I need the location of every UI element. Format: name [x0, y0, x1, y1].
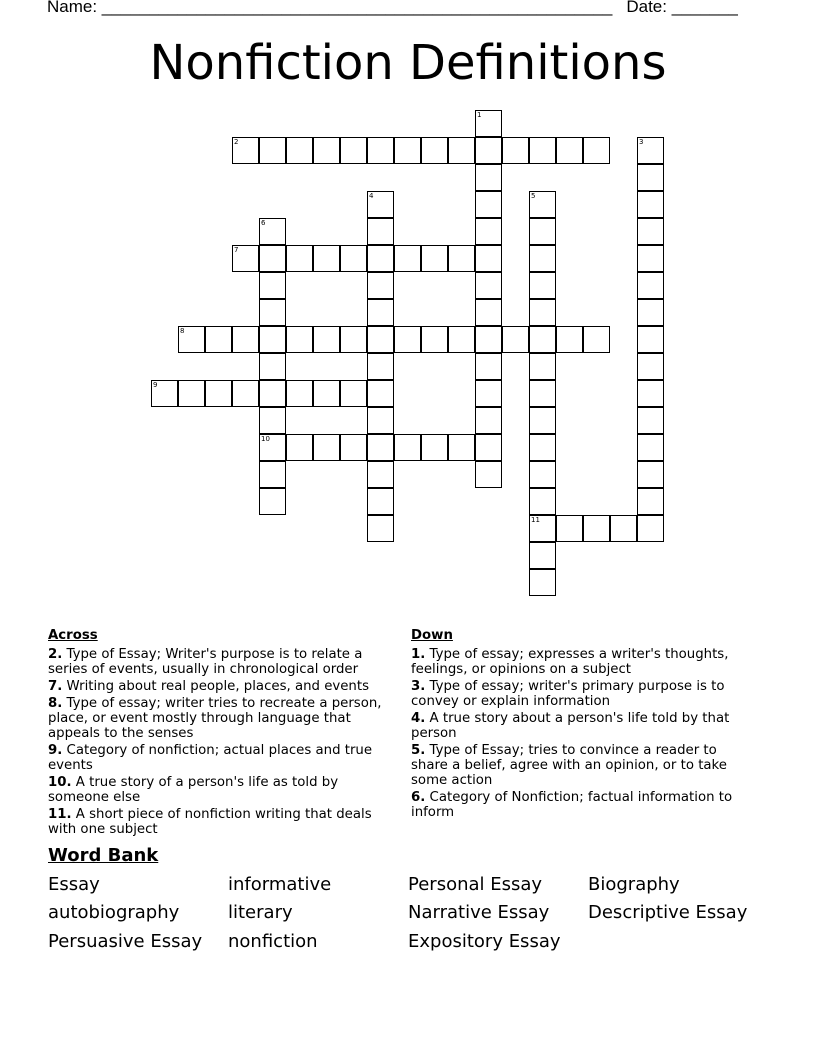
clue-number: 2: [234, 138, 239, 146]
grid-cell[interactable]: [286, 380, 313, 407]
grid-cell[interactable]: [313, 380, 340, 407]
grid-cell[interactable]: [232, 326, 259, 353]
grid-cell[interactable]: [448, 326, 475, 353]
grid-cell[interactable]: [232, 380, 259, 407]
grid-cell[interactable]: [637, 461, 664, 488]
clue-number: 10: [261, 435, 270, 443]
grid-cell[interactable]: [367, 218, 394, 245]
name-field[interactable]: Name: ______________________________________________________: [47, 0, 613, 16]
grid-cell[interactable]: [232, 245, 259, 272]
grid-cell[interactable]: [637, 326, 664, 353]
grid-cell[interactable]: [367, 137, 394, 164]
word-bank-word: Personal Essay: [408, 874, 543, 895]
grid-cell[interactable]: [367, 434, 394, 461]
grid-cell[interactable]: [367, 299, 394, 326]
grid-cell[interactable]: [529, 353, 556, 380]
grid-cell[interactable]: [259, 299, 286, 326]
clue-across: 9. Category of nonfiction; actual places and true events: [48, 743, 373, 773]
grid-cell[interactable]: [367, 191, 394, 218]
grid-cell[interactable]: [259, 488, 286, 515]
grid-cell[interactable]: [448, 245, 475, 272]
clue-down: 3. Type of essay; writer's primary purpose is to convey or explain information: [411, 679, 725, 709]
grid-cell[interactable]: [529, 461, 556, 488]
word-bank-title: Word Bank: [48, 845, 159, 866]
grid-cell[interactable]: [556, 137, 583, 164]
clue-down: 4. A true story about a person's life told by that person: [411, 711, 730, 741]
grid-cell[interactable]: [205, 380, 232, 407]
grid-cell[interactable]: [259, 380, 286, 407]
grid-cell[interactable]: [313, 245, 340, 272]
grid-cell[interactable]: [529, 137, 556, 164]
grid-cell[interactable]: [637, 380, 664, 407]
clue-across: 11. A short piece of nonfiction writing that deals with one subject: [48, 807, 372, 837]
grid-cell[interactable]: [529, 515, 556, 542]
grid-cell[interactable]: [529, 299, 556, 326]
grid-cell[interactable]: [475, 407, 502, 434]
grid-cell[interactable]: [583, 137, 610, 164]
grid-cell[interactable]: [340, 245, 367, 272]
grid-cell[interactable]: [367, 272, 394, 299]
down-heading: Down: [411, 628, 453, 643]
word-bank-word: Narrative Essay: [408, 902, 550, 923]
grid-cell[interactable]: [340, 326, 367, 353]
grid-cell[interactable]: [259, 434, 286, 461]
grid-cell[interactable]: [286, 326, 313, 353]
grid-cell[interactable]: [556, 326, 583, 353]
grid-cell[interactable]: [313, 326, 340, 353]
grid-cell[interactable]: [259, 407, 286, 434]
grid-cell[interactable]: [367, 326, 394, 353]
grid-cell[interactable]: [259, 326, 286, 353]
grid-cell[interactable]: [367, 245, 394, 272]
grid-cell[interactable]: [421, 137, 448, 164]
grid-cell[interactable]: [637, 434, 664, 461]
grid-cell[interactable]: [367, 407, 394, 434]
grid-cell[interactable]: [178, 380, 205, 407]
grid-cell[interactable]: [529, 488, 556, 515]
grid-cell[interactable]: [340, 137, 367, 164]
word-bank-word: Expository Essay: [408, 931, 561, 952]
word-bank-word: Essay: [48, 874, 100, 895]
grid-cell[interactable]: [259, 461, 286, 488]
grid-cell[interactable]: [259, 245, 286, 272]
date-field[interactable]: Date: _______: [626, 0, 738, 16]
grid-cell[interactable]: [259, 272, 286, 299]
grid-cell[interactable]: [367, 488, 394, 515]
grid-cell[interactable]: [637, 515, 664, 542]
grid-cell[interactable]: [394, 245, 421, 272]
grid-cell[interactable]: [637, 299, 664, 326]
clue-number: 4: [369, 192, 374, 200]
grid-cell[interactable]: [556, 515, 583, 542]
grid-cell[interactable]: [367, 461, 394, 488]
grid-cell[interactable]: [259, 137, 286, 164]
grid-cell[interactable]: [475, 110, 502, 137]
grid-cell[interactable]: [637, 272, 664, 299]
clue-down: 6. Category of Nonfiction; factual information to inform: [411, 790, 733, 820]
grid-cell[interactable]: [448, 434, 475, 461]
grid-cell[interactable]: [367, 353, 394, 380]
grid-cell[interactable]: [529, 191, 556, 218]
page-title: Nonfiction Definitions: [149, 35, 667, 91]
clue-across: 2. Type of Essay; Writer's purpose is to relate a series of events, usually in chronological order: [48, 647, 363, 677]
grid-cell[interactable]: [529, 542, 556, 569]
grid-cell[interactable]: [367, 515, 394, 542]
clue-number: 9: [153, 381, 158, 389]
clue-number: 11: [531, 516, 540, 524]
grid-cell[interactable]: [475, 353, 502, 380]
grid-cell[interactable]: [151, 380, 178, 407]
grid-cell[interactable]: [529, 569, 556, 596]
grid-cell[interactable]: [637, 164, 664, 191]
clue-number: 1: [477, 111, 482, 119]
grid-cell[interactable]: [394, 326, 421, 353]
grid-cell[interactable]: [529, 245, 556, 272]
grid-cell[interactable]: [502, 326, 529, 353]
grid-cell[interactable]: [421, 434, 448, 461]
clue-number: 7: [234, 246, 239, 254]
grid-cell[interactable]: [529, 380, 556, 407]
down-clues: [411, 628, 751, 822]
grid-cell[interactable]: [286, 245, 313, 272]
grid-cell[interactable]: [583, 326, 610, 353]
across-clues: [48, 628, 388, 839]
grid-cell[interactable]: [637, 353, 664, 380]
grid-cell[interactable]: [637, 488, 664, 515]
grid-cell[interactable]: [313, 434, 340, 461]
grid-cell[interactable]: [475, 245, 502, 272]
word-bank-word: autobiography: [48, 902, 180, 923]
grid-cell[interactable]: [178, 326, 205, 353]
grid-cell[interactable]: [313, 137, 340, 164]
grid-cell[interactable]: [367, 380, 394, 407]
word-bank-word: literary: [228, 902, 293, 923]
grid-cell[interactable]: [475, 380, 502, 407]
word-bank-word: Biography: [588, 874, 680, 895]
grid-cell[interactable]: [475, 218, 502, 245]
grid-cell[interactable]: [259, 353, 286, 380]
grid-cell[interactable]: [421, 245, 448, 272]
word-bank-word: Persuasive Essay: [48, 931, 203, 952]
grid-cell[interactable]: [475, 299, 502, 326]
word-bank-word: Descriptive Essay: [588, 902, 748, 923]
across-heading: Across: [48, 628, 98, 643]
grid-cell[interactable]: [475, 272, 502, 299]
grid-cell[interactable]: [583, 515, 610, 542]
clue-down: 1. Type of essay; expresses a writer's thoughts, feelings, or opinions on a subject: [411, 647, 729, 677]
grid-cell[interactable]: [286, 137, 313, 164]
grid-cell[interactable]: [232, 137, 259, 164]
grid-cell[interactable]: [475, 191, 502, 218]
word-bank-word: informative: [228, 874, 332, 895]
grid-cell[interactable]: [475, 434, 502, 461]
clue-number: 8: [180, 327, 185, 335]
grid-cell[interactable]: [637, 191, 664, 218]
grid-cell[interactable]: [475, 137, 502, 164]
grid-cell[interactable]: [502, 137, 529, 164]
grid-cell[interactable]: [637, 218, 664, 245]
clue-number: 3: [639, 138, 644, 146]
grid-cell[interactable]: [529, 272, 556, 299]
grid-cell[interactable]: [448, 137, 475, 164]
word-bank-word: nonfiction: [228, 931, 318, 952]
grid-cell[interactable]: [340, 434, 367, 461]
grid-cell[interactable]: [475, 164, 502, 191]
grid-cell[interactable]: [475, 326, 502, 353]
grid-cell[interactable]: [421, 326, 448, 353]
grid-cell[interactable]: [340, 380, 367, 407]
clue-number: 5: [531, 192, 536, 200]
grid-cell[interactable]: [529, 407, 556, 434]
grid-cell[interactable]: [286, 434, 313, 461]
grid-cell[interactable]: [610, 515, 637, 542]
grid-cell[interactable]: [637, 245, 664, 272]
clue-number: 6: [261, 219, 266, 227]
grid-cell[interactable]: [475, 461, 502, 488]
grid-cell[interactable]: [637, 407, 664, 434]
grid-cell[interactable]: [259, 218, 286, 245]
grid-cell[interactable]: [394, 434, 421, 461]
grid-cell[interactable]: [637, 137, 664, 164]
clue-across: 8. Type of essay; writer tries to recreate a person, place, or event mostly through language that appeals to the senses: [48, 696, 382, 741]
clue-across: 10. A true story of a person's life as told by someone else: [48, 775, 339, 805]
grid-cell[interactable]: [529, 326, 556, 353]
clue-across: 7. Writing about real people, places, and events: [48, 679, 369, 694]
grid-cell[interactable]: [394, 137, 421, 164]
grid-cell[interactable]: [529, 218, 556, 245]
grid-cell[interactable]: [205, 326, 232, 353]
clue-down: 5. Type of Essay; tries to convince a reader to share a belief, agree with an opinion, or to take some action: [411, 743, 727, 788]
grid-cell[interactable]: [529, 434, 556, 461]
